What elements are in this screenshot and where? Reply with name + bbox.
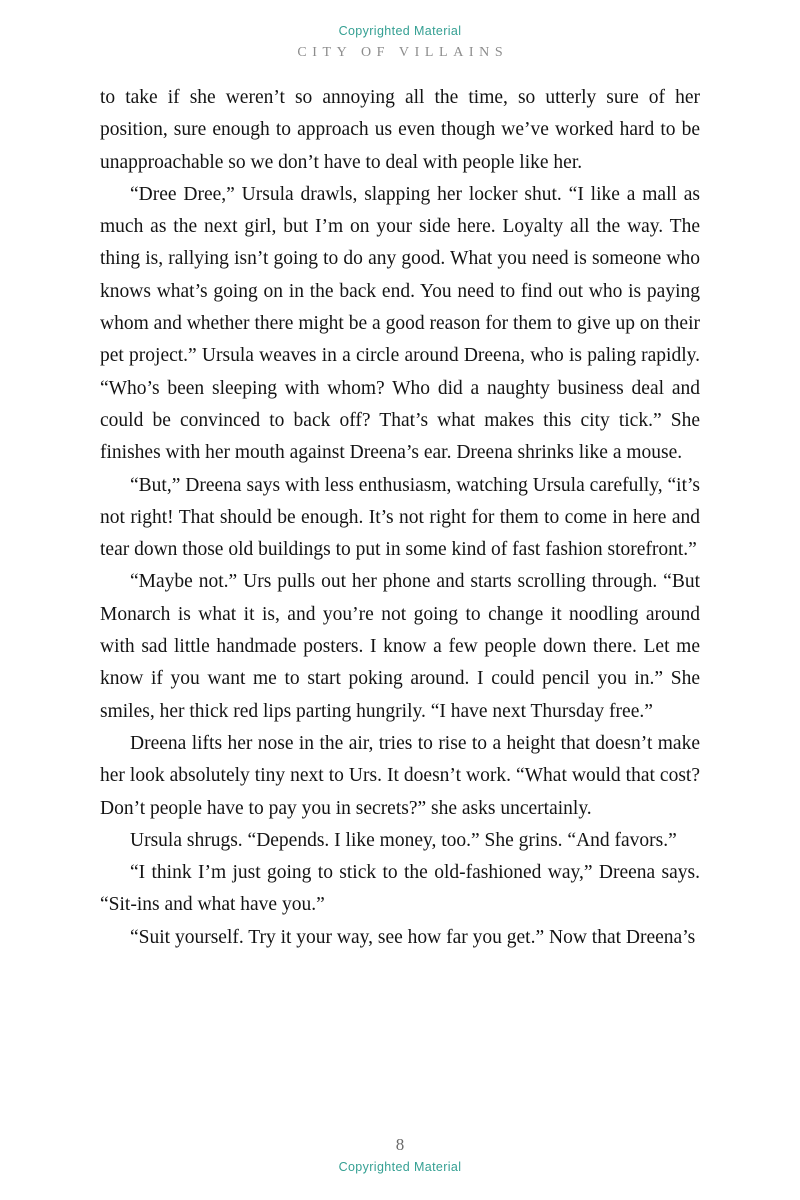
paragraph: Dreena lifts her nose in the air, tries to rise to a height that doesn’t make her look absolutely tiny next to Urs. It doesn’t work. “What would that cost? Don’t people have to pay you in secrets?” she asks uncertainly. <box>100 732 700 819</box>
page-footer <box>0 1135 800 1174</box>
running-head-book-title: CITY OF VILLAINS <box>297 45 509 60</box>
paragraph: “I think I’m just going to stick to the old-fashioned way,” Dreena says. “Sit-ins and what have you.” <box>100 862 700 916</box>
body-text <box>100 82 700 954</box>
copyright-notice-top: Copyrighted Material <box>338 24 462 38</box>
paragraph: “Maybe not.” Urs pulls out her phone and starts scrolling through. “But Monarch is what it is, and you’re not going to change it noodling around with sad little handmade posters. I know a few people down there. Let me know if you want me to start poking around. I could pencil you in.” She smiles, her thick red lips parting hungrily. “I have next Thursday free.” <box>100 571 700 722</box>
page-header <box>0 0 800 61</box>
copyright-notice-bottom: Copyrighted Material <box>338 1160 462 1174</box>
page-number: 8 <box>395 1135 405 1154</box>
paragraph: Ursula shrugs. “Depends. I like money, too.” She grins. “And favors.” <box>130 829 677 851</box>
paragraph: “But,” Dreena says with less enthusiasm, watching Ursula carefully, “it’s not right! That should be enough. It’s not right for them to come in here and tear down those old buildings to put in some kind of fast fashion storefront.” <box>100 474 700 561</box>
paragraph: to take if she weren’t so annoying all the time, so utterly sure of her position, sure enough to approach us even though we’ve worked hard to be unapproachable so we don’t have to deal with people like her. <box>100 87 700 173</box>
paragraph: “Dree Dree,” Ursula drawls, slapping her locker shut. “I like a mall as much as the next girl, but I’m on your side here. Loyalty all the way. The thing is, rallying isn’t going to do any good. What you need is someone who knows what’s going on in the back end. You need to find out who is paying whom and whether there might be a good reason for them to give up on their pet project.” Ursula weaves in a circle around Dreena, who is paling rapidly. “Who’s been sleeping with whom? Who did a naughty business deal and could be convinced to back off? That’s what makes this city tick.” She finishes with her mouth against Dreena’s ear. Dreena shrinks like a mouse. <box>100 183 700 464</box>
paragraph: “Suit yourself. Try it your way, see how far you get.” Now that Dreena’s <box>130 926 696 948</box>
